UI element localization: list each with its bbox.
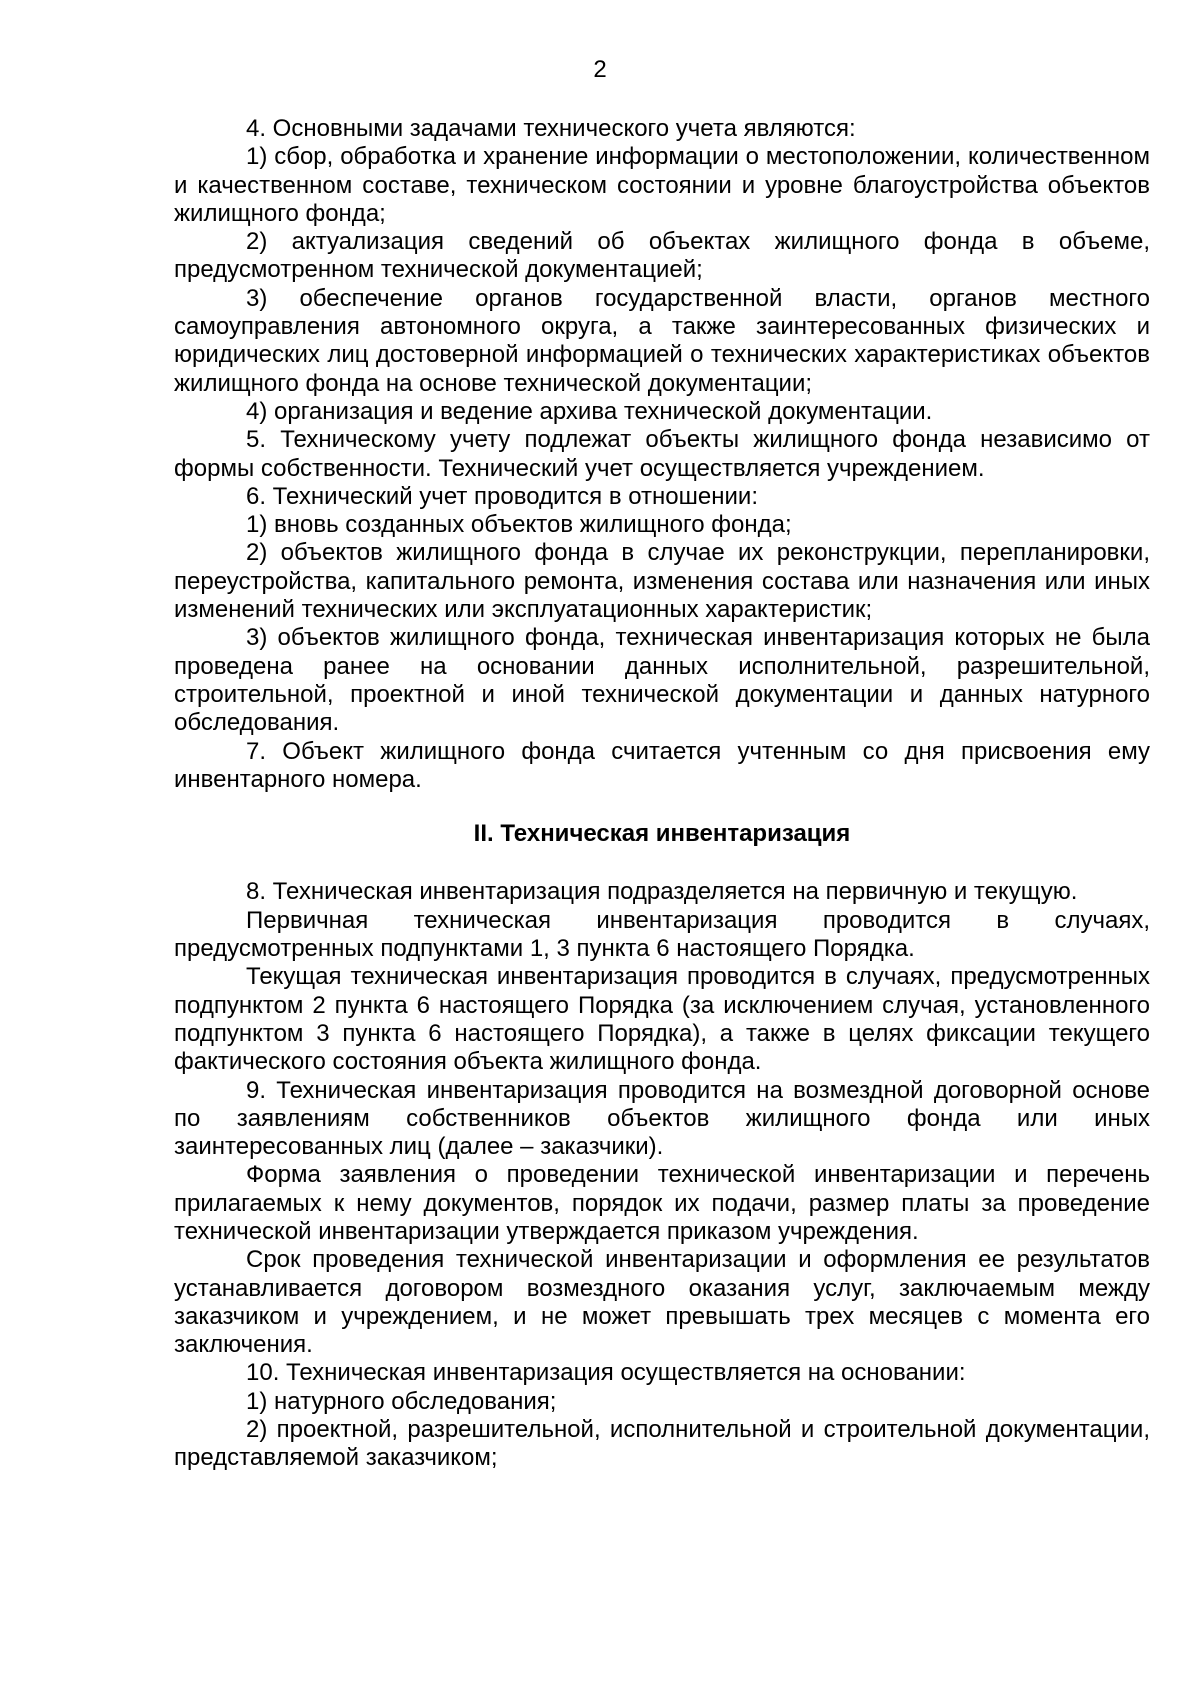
paragraph: 1) натурного обследования; xyxy=(246,1387,557,1415)
paragraph: 3) объектов жилищного фонда, техническая инвентаризация которых не была проведена ранее на основании данных исполнительной, разрешительной, строительной, проектной и иной технической документации и данных натурного обследования. xyxy=(174,624,1150,737)
paragraph: 2) проектной, разрешительной, исполнительной и строительной документации, представляемой заказчиком; xyxy=(174,1416,1150,1472)
paragraph: 1) вновь созданных объектов жилищного фонда; xyxy=(246,511,792,539)
paragraph: 6. Технический учет проводится в отношении: xyxy=(246,482,758,510)
paragraph: 9. Техническая инвентаризация проводится на возмездной договорной основе по заявлениям собственников объектов жилищного фонда или иных заинтересованных лиц (далее – заказчики). xyxy=(174,1076,1150,1161)
section-heading: II. Техническая инвентаризация xyxy=(473,820,851,848)
paragraph: 8. Техническая инвентаризация подразделяется на первичную и текущую. xyxy=(246,878,1078,906)
paragraph: 10. Техническая инвентаризация осуществляется на основании: xyxy=(246,1359,966,1387)
paragraph: Форма заявления о проведении технической инвентаризации и перечень прилагаемых к нему документов, порядок их подачи, размер платы за проведение технической инвентаризации утверждается приказом учреждения. xyxy=(174,1161,1150,1245)
page-number: 2 xyxy=(593,56,607,83)
paragraph: 4. Основными задачами технического учета являются: xyxy=(246,115,856,142)
paragraph: Срок проведения технической инвентаризации и оформления ее результатов устанавливается договором возмездного оказания услуг, заключаемым между заказчиком и учреждением, и не может превышать трех месяцев с момента его заключения. xyxy=(174,1246,1150,1359)
paragraph: 7. Объект жилищного фонда считается учтенным со дня присвоения ему инвентарного номера. xyxy=(174,737,1150,793)
paragraph: 4) организация и ведение архива технической документации. xyxy=(246,397,933,425)
paragraph: Первичная техническая инвентаризация проводится в случаях, предусмотренных подпунктами 1, 3 пункта 6 настоящего Порядка. xyxy=(174,906,1150,963)
section-1-content xyxy=(174,115,1150,794)
paragraph: 5. Техническому учету подлежат объекты жилищного фонда независимо от формы собственности. Технический учет осуществляется учреждением. xyxy=(174,426,1150,482)
paragraph: 1) сбор, обработка и хранение информации о местоположении, количественном и качественном составе, техническом состоянии и уровне благоустройства объектов жилищного фонда; xyxy=(174,143,1150,227)
paragraph: 2) объектов жилищного фонда в случае их реконструкции, перепланировки, переустройства, капитального ремонта, изменения состава или назначения или иных изменений технических или эксплуатационных характеристик; xyxy=(174,539,1150,624)
section-2-content xyxy=(174,878,1150,1472)
paragraph: 3) обеспечение органов государственной власти, органов местного самоуправления автономного округа, а также заинтересованных физических и юридических лиц достоверной информацией о технических характеристиках объектов жилищного фонда на основе технической документации; xyxy=(174,284,1150,397)
paragraph: Текущая техническая инвентаризация проводится в случаях, предусмотренных подпунктом 2 пункта 6 настоящего Порядка (за исключением случая, установленного подпунктом 3 пункта 6 настоящего Порядка), а также в целях фиксации текущего фактического состояния объекта жилищного фонда. xyxy=(174,963,1150,1076)
document-body xyxy=(174,115,1150,1473)
paragraph: 2) актуализация сведений об объектах жилищного фонда в объеме, предусмотренном технической документацией; xyxy=(174,228,1150,284)
